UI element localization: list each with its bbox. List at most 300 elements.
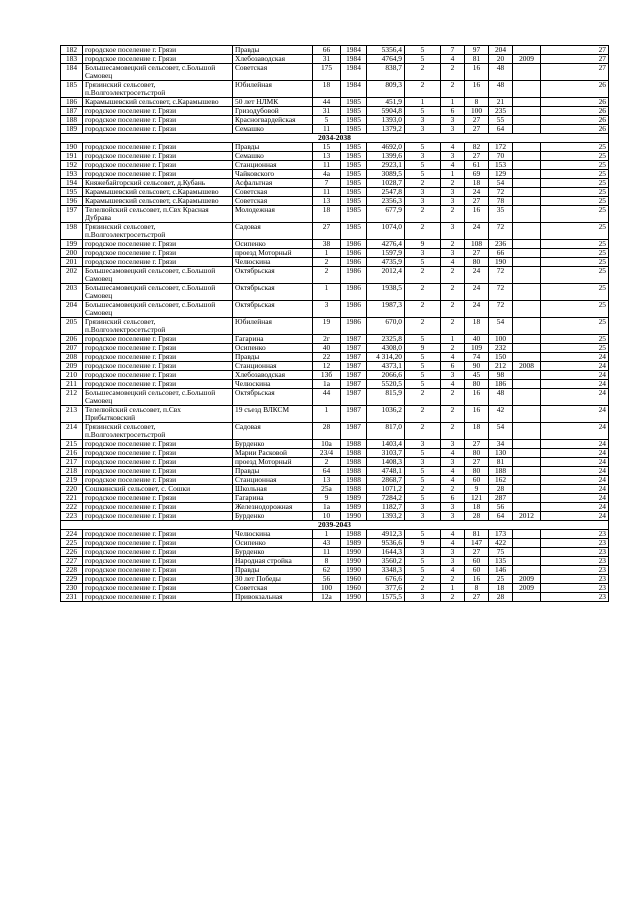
apartments-cell: 16 xyxy=(465,81,489,98)
repair-year-cell xyxy=(513,161,541,170)
floors-cell: 2 xyxy=(405,575,441,584)
term-cell: 23 xyxy=(541,539,609,548)
year-built-cell: 1988 xyxy=(341,530,367,539)
settlement-cell: городское поселение г. Грязи xyxy=(83,116,233,125)
apartments-cell: 16 xyxy=(465,206,489,223)
street-cell: Чайковского xyxy=(233,170,313,179)
entrances-cell: 6 xyxy=(441,362,465,371)
term-cell: 25 xyxy=(541,223,609,240)
table-row xyxy=(61,335,609,344)
floors-cell: 5 xyxy=(405,362,441,371)
area-cell: 817,0 xyxy=(367,423,405,440)
repair-year-cell xyxy=(513,449,541,458)
term-cell: 27 xyxy=(541,55,609,64)
period-header-row xyxy=(61,521,609,530)
apartments-cell: 61 xyxy=(465,161,489,170)
term-cell: 25 xyxy=(541,344,609,353)
apartments-cell: 100 xyxy=(465,107,489,116)
table-row xyxy=(61,362,609,371)
apartments-cell: 74 xyxy=(465,353,489,362)
table-row xyxy=(61,539,609,548)
apartments-cell: 24 xyxy=(465,267,489,284)
settlement-cell: городское поселение г. Грязи xyxy=(83,593,233,602)
floors-cell: 3 xyxy=(405,197,441,206)
residents-cell: 48 xyxy=(489,64,513,81)
apartments-cell: 18 xyxy=(465,179,489,188)
floors-cell: 2 xyxy=(405,179,441,188)
term-cell: 25 xyxy=(541,284,609,301)
settlement-cell: городское поселение г. Грязи xyxy=(83,512,233,521)
repair-year-cell xyxy=(513,467,541,476)
year-built-cell: 1986 xyxy=(341,267,367,284)
repair-year-cell xyxy=(513,548,541,557)
repair-year-cell xyxy=(513,389,541,406)
row-number-cell: 210 xyxy=(61,371,83,380)
row-number-cell: 192 xyxy=(61,161,83,170)
area-cell: 2325,8 xyxy=(367,335,405,344)
repair-year-cell: 2009 xyxy=(513,575,541,584)
entrances-cell: 3 xyxy=(441,116,465,125)
year-built-cell: 1985 xyxy=(341,116,367,125)
street-cell: Октябрьская xyxy=(233,389,313,406)
term-cell: 25 xyxy=(541,188,609,197)
house-number-cell: 23/4 xyxy=(313,449,341,458)
row-number-cell: 200 xyxy=(61,249,83,258)
table-row xyxy=(61,223,609,240)
repair-year-cell xyxy=(513,380,541,389)
entrances-cell: 2 xyxy=(441,206,465,223)
term-cell: 24 xyxy=(541,389,609,406)
term-cell: 25 xyxy=(541,179,609,188)
residents-cell: 287 xyxy=(489,494,513,503)
area-cell: 4 314,20 xyxy=(367,353,405,362)
street-cell: Станционная xyxy=(233,362,313,371)
settlement-cell: городское поселение г. Грязи xyxy=(83,380,233,389)
apartments-cell: 16 xyxy=(465,64,489,81)
row-number-cell: 220 xyxy=(61,485,83,494)
repair-year-cell xyxy=(513,353,541,362)
repair-year-cell xyxy=(513,152,541,161)
table-row xyxy=(61,301,609,318)
area-cell: 3089,5 xyxy=(367,170,405,179)
floors-cell: 2 xyxy=(405,423,441,440)
entrances-cell: 4 xyxy=(441,530,465,539)
street-cell: Бурденко xyxy=(233,512,313,521)
table-row xyxy=(61,512,609,521)
area-cell: 4373,1 xyxy=(367,362,405,371)
term-cell: 27 xyxy=(541,46,609,55)
entrances-cell: 2 xyxy=(441,485,465,494)
settlement-cell: Телелюйский сельсовет, п.Свх Красная Дубрава xyxy=(83,206,233,223)
residents-cell: 72 xyxy=(489,223,513,240)
entrances-cell: 2 xyxy=(441,284,465,301)
year-built-cell: 1987 xyxy=(341,380,367,389)
area-cell: 4735,9 xyxy=(367,258,405,267)
residents-cell: 48 xyxy=(489,81,513,98)
term-cell: 25 xyxy=(541,318,609,335)
area-cell: 1071,2 xyxy=(367,485,405,494)
year-built-cell: 1984 xyxy=(341,55,367,64)
floors-cell: 2 xyxy=(405,64,441,81)
entrances-cell: 2 xyxy=(441,267,465,284)
house-number-cell: 1 xyxy=(313,406,341,423)
street-cell: Челюскина xyxy=(233,380,313,389)
year-built-cell: 1990 xyxy=(341,566,367,575)
repair-year-cell xyxy=(513,494,541,503)
row-number-cell: 182 xyxy=(61,46,83,55)
floors-cell: 3 xyxy=(405,548,441,557)
residents-cell: 81 xyxy=(489,458,513,467)
area-cell: 1036,2 xyxy=(367,406,405,423)
settlement-cell: городское поселение г. Грязи xyxy=(83,161,233,170)
table-row xyxy=(61,575,609,584)
table-row xyxy=(61,152,609,161)
residents-cell: 64 xyxy=(489,512,513,521)
floors-cell: 5 xyxy=(405,258,441,267)
house-number-cell: 66 xyxy=(313,46,341,55)
settlement-cell: городское поселение г. Грязи xyxy=(83,476,233,485)
house-number-cell: 64 xyxy=(313,467,341,476)
entrances-cell: 2 xyxy=(441,240,465,249)
year-built-cell: 1985 xyxy=(341,107,367,116)
settlement-cell: Грязинский сельсовет, п.Волгоэлектросетьстрой xyxy=(83,423,233,440)
residents-cell: 235 xyxy=(489,107,513,116)
table-row xyxy=(61,485,609,494)
term-cell: 24 xyxy=(541,485,609,494)
year-built-cell: 1990 xyxy=(341,593,367,602)
repair-year-cell xyxy=(513,188,541,197)
residents-cell: 190 xyxy=(489,258,513,267)
entrances-cell: 2 xyxy=(441,593,465,602)
table-row xyxy=(61,143,609,152)
table-row xyxy=(61,344,609,353)
house-number-cell: 18 xyxy=(313,81,341,98)
repair-year-cell xyxy=(513,458,541,467)
apartments-cell: 80 xyxy=(465,380,489,389)
term-cell: 24 xyxy=(541,353,609,362)
repair-year-cell xyxy=(513,593,541,602)
residents-cell: 55 xyxy=(489,116,513,125)
area-cell: 1379,2 xyxy=(367,125,405,134)
residents-cell: 35 xyxy=(489,206,513,223)
floors-cell: 5 xyxy=(405,55,441,64)
entrances-cell: 3 xyxy=(441,188,465,197)
area-cell: 5904,8 xyxy=(367,107,405,116)
repair-year-cell: 2008 xyxy=(513,362,541,371)
repair-year-cell xyxy=(513,81,541,98)
term-cell: 26 xyxy=(541,107,609,116)
apartments-cell: 24 xyxy=(465,223,489,240)
table-row xyxy=(61,318,609,335)
street-cell: проезд Моторный xyxy=(233,458,313,467)
table-row xyxy=(61,179,609,188)
row-number-cell: 207 xyxy=(61,344,83,353)
settlement-cell: городское поселение г. Грязи xyxy=(83,170,233,179)
street-cell: Гагарина xyxy=(233,494,313,503)
house-number-cell: 40 xyxy=(313,344,341,353)
apartments-cell: 27 xyxy=(465,197,489,206)
residents-cell: 34 xyxy=(489,440,513,449)
settlement-cell: городское поселение г. Грязи xyxy=(83,566,233,575)
table-row xyxy=(61,107,609,116)
table-row xyxy=(61,548,609,557)
settlement-cell: городское поселение г. Грязи xyxy=(83,362,233,371)
settlement-cell: городское поселение г. Грязи xyxy=(83,548,233,557)
house-number-cell: 13 xyxy=(313,476,341,485)
settlement-cell: городское поселение г. Грязи xyxy=(83,240,233,249)
street-cell: Бурденко xyxy=(233,440,313,449)
row-number-cell: 206 xyxy=(61,335,83,344)
settlement-cell: Большесамовецкий сельсовет, с.Большой Самовец xyxy=(83,389,233,406)
street-cell: Осипенко xyxy=(233,240,313,249)
street-cell: Гризодубовой xyxy=(233,107,313,116)
year-built-cell: 1986 xyxy=(341,301,367,318)
term-cell: 25 xyxy=(541,152,609,161)
area-cell: 4692,0 xyxy=(367,143,405,152)
area-cell: 4912,3 xyxy=(367,530,405,539)
street-cell: 50 лет НЛМК xyxy=(233,98,313,107)
row-number-cell: 222 xyxy=(61,503,83,512)
repair-year-cell xyxy=(513,223,541,240)
entrances-cell: 1 xyxy=(441,170,465,179)
term-cell: 23 xyxy=(541,575,609,584)
repair-year-cell xyxy=(513,98,541,107)
year-built-cell: 1985 xyxy=(341,125,367,134)
street-cell: Правды xyxy=(233,353,313,362)
floors-cell: 5 xyxy=(405,335,441,344)
house-number-cell: 31 xyxy=(313,55,341,64)
floors-cell: 5 xyxy=(405,557,441,566)
year-built-cell: 1985 xyxy=(341,179,367,188)
residents-cell: 21 xyxy=(489,98,513,107)
floors-cell: 3 xyxy=(405,440,441,449)
entrances-cell: 4 xyxy=(441,380,465,389)
repair-year-cell xyxy=(513,125,541,134)
street-cell: Юбилейная xyxy=(233,81,313,98)
year-built-cell: 1985 xyxy=(341,98,367,107)
street-cell: Осипенко xyxy=(233,344,313,353)
floors-cell: 3 xyxy=(405,503,441,512)
repair-year-cell xyxy=(513,440,541,449)
area-cell: 9536,6 xyxy=(367,539,405,548)
apartments-cell: 28 xyxy=(465,512,489,521)
year-built-cell: 1990 xyxy=(341,548,367,557)
house-number-cell: 11 xyxy=(313,161,341,170)
area-cell: 809,3 xyxy=(367,81,405,98)
floors-cell: 2 xyxy=(405,389,441,406)
table-row xyxy=(61,170,609,179)
floors-cell: 2 xyxy=(405,318,441,335)
street-cell: Челюскина xyxy=(233,258,313,267)
residents-cell: 54 xyxy=(489,423,513,440)
entrances-cell: 3 xyxy=(441,503,465,512)
apartments-cell: 27 xyxy=(465,593,489,602)
term-cell: 24 xyxy=(541,494,609,503)
term-cell: 24 xyxy=(541,449,609,458)
entrances-cell: 3 xyxy=(441,125,465,134)
residents-cell: 172 xyxy=(489,143,513,152)
area-cell: 1393,0 xyxy=(367,116,405,125)
year-built-cell: 1987 xyxy=(341,389,367,406)
repair-year-cell xyxy=(513,503,541,512)
repair-year-cell xyxy=(513,143,541,152)
row-number-cell: 185 xyxy=(61,81,83,98)
area-cell: 4308,0 xyxy=(367,344,405,353)
term-cell: 23 xyxy=(541,548,609,557)
table-row xyxy=(61,406,609,423)
settlement-cell: Большесамовецкий сельсовет, с.Большой Самовец xyxy=(83,267,233,284)
entrances-cell: 4 xyxy=(441,449,465,458)
residents-cell: 48 xyxy=(489,389,513,406)
entrances-cell: 3 xyxy=(441,512,465,521)
floors-cell: 5 xyxy=(405,530,441,539)
house-number-cell: 9 xyxy=(313,494,341,503)
year-built-cell: 1985 xyxy=(341,223,367,240)
residents-cell: 146 xyxy=(489,566,513,575)
table-row xyxy=(61,284,609,301)
area-cell: 1644,3 xyxy=(367,548,405,557)
floors-cell: 3 xyxy=(405,116,441,125)
floors-cell: 2 xyxy=(405,267,441,284)
house-number-cell: 10а xyxy=(313,440,341,449)
entrances-cell: 2 xyxy=(441,389,465,406)
settlement-cell: Грязинский сельсовет, п.Волгоэлектросетьстрой xyxy=(83,223,233,240)
street-cell: Правды xyxy=(233,143,313,152)
row-number-cell: 226 xyxy=(61,548,83,557)
area-cell: 377,6 xyxy=(367,584,405,593)
table-row xyxy=(61,353,609,362)
residents-cell: 188 xyxy=(489,467,513,476)
settlement-cell: городское поселение г. Грязи xyxy=(83,530,233,539)
year-built-cell: 1986 xyxy=(341,258,367,267)
repair-year-cell xyxy=(513,107,541,116)
table-row xyxy=(61,206,609,223)
row-number-cell: 205 xyxy=(61,318,83,335)
area-cell: 3103,7 xyxy=(367,449,405,458)
street-cell: Советская xyxy=(233,188,313,197)
area-cell: 2012,4 xyxy=(367,267,405,284)
floors-cell: 2 xyxy=(405,223,441,240)
year-built-cell: 1989 xyxy=(341,503,367,512)
year-built-cell: 1989 xyxy=(341,539,367,548)
row-number-cell: 231 xyxy=(61,593,83,602)
year-built-cell: 1988 xyxy=(341,449,367,458)
repair-year-cell xyxy=(513,284,541,301)
residents-cell: 75 xyxy=(489,548,513,557)
repair-year-cell xyxy=(513,249,541,258)
apartments-cell: 108 xyxy=(465,240,489,249)
repair-year-cell xyxy=(513,64,541,81)
entrances-cell: 4 xyxy=(441,161,465,170)
floors-cell: 1 xyxy=(405,98,441,107)
floors-cell: 9 xyxy=(405,240,441,249)
floors-cell: 5 xyxy=(405,170,441,179)
apartments-cell: 60 xyxy=(465,476,489,485)
settlement-cell: Грязинский сельсовет, п.Волгоэлектросетьстрой xyxy=(83,81,233,98)
street-cell: Правды xyxy=(233,46,313,55)
residents-cell: 78 xyxy=(489,197,513,206)
row-number-cell: 189 xyxy=(61,125,83,134)
entrances-cell: 4 xyxy=(441,353,465,362)
house-number-cell: 19 xyxy=(313,318,341,335)
repair-year-cell: 2009 xyxy=(513,55,541,64)
term-cell: 24 xyxy=(541,371,609,380)
street-cell: 19 съезд ВЛКСМ xyxy=(233,406,313,423)
residents-cell: 135 xyxy=(489,557,513,566)
year-built-cell: 1988 xyxy=(341,476,367,485)
area-cell: 1597,9 xyxy=(367,249,405,258)
term-cell: 24 xyxy=(541,512,609,521)
entrances-cell: 3 xyxy=(441,223,465,240)
area-cell: 3348,3 xyxy=(367,566,405,575)
year-built-cell: 1987 xyxy=(341,353,367,362)
settlement-cell: городское поселение г. Грязи xyxy=(83,494,233,503)
term-cell: 24 xyxy=(541,467,609,476)
entrances-cell: 4 xyxy=(441,258,465,267)
apartments-cell: 147 xyxy=(465,539,489,548)
apartments-cell: 24 xyxy=(465,301,489,318)
term-cell: 24 xyxy=(541,503,609,512)
term-cell: 26 xyxy=(541,98,609,107)
term-cell: 25 xyxy=(541,240,609,249)
house-number-cell: 12а xyxy=(313,593,341,602)
street-cell: Октябрьская xyxy=(233,301,313,318)
residents-cell: 18 xyxy=(489,584,513,593)
house-number-cell: 2 xyxy=(313,458,341,467)
entrances-cell: 3 xyxy=(441,197,465,206)
house-number-cell: 13 xyxy=(313,197,341,206)
settlement-cell: городское поселение г. Грязи xyxy=(83,575,233,584)
residents-cell: 162 xyxy=(489,476,513,485)
entrances-cell: 4 xyxy=(441,55,465,64)
residents-cell: 98 xyxy=(489,371,513,380)
entrances-cell: 2 xyxy=(441,179,465,188)
settlement-cell: городское поселение г. Грязи xyxy=(83,467,233,476)
apartments-cell: 81 xyxy=(465,55,489,64)
house-number-cell: 13б xyxy=(313,371,341,380)
settlement-cell: городское поселение г. Грязи xyxy=(83,539,233,548)
year-built-cell: 1984 xyxy=(341,46,367,55)
term-cell: 23 xyxy=(541,593,609,602)
year-built-cell: 1990 xyxy=(341,512,367,521)
entrances-cell: 4 xyxy=(441,476,465,485)
term-cell: 24 xyxy=(541,440,609,449)
apartments-cell: 8 xyxy=(465,584,489,593)
table-row xyxy=(61,467,609,476)
house-number-cell: 38 xyxy=(313,240,341,249)
residents-cell: 42 xyxy=(489,406,513,423)
street-cell: Октябрьская xyxy=(233,284,313,301)
street-cell: Марии Расковой xyxy=(233,449,313,458)
apartments-cell: 16 xyxy=(465,389,489,406)
street-cell: Бурденко xyxy=(233,548,313,557)
settlement-cell: городское поселение г. Грязи xyxy=(83,46,233,55)
row-number-cell: 198 xyxy=(61,223,83,240)
settlement-cell: городское поселение г. Грязи xyxy=(83,353,233,362)
term-cell: 23 xyxy=(541,566,609,575)
repair-year-cell xyxy=(513,318,541,335)
street-cell: Осипенко xyxy=(233,539,313,548)
year-built-cell: 1960 xyxy=(341,575,367,584)
apartments-cell: 27 xyxy=(465,249,489,258)
table-row xyxy=(61,81,609,98)
residents-cell: 236 xyxy=(489,240,513,249)
apartments-cell: 27 xyxy=(465,458,489,467)
house-number-cell: 175 xyxy=(313,64,341,81)
area-cell: 7284,2 xyxy=(367,494,405,503)
area-cell: 1403,4 xyxy=(367,440,405,449)
repair-year-cell xyxy=(513,344,541,353)
